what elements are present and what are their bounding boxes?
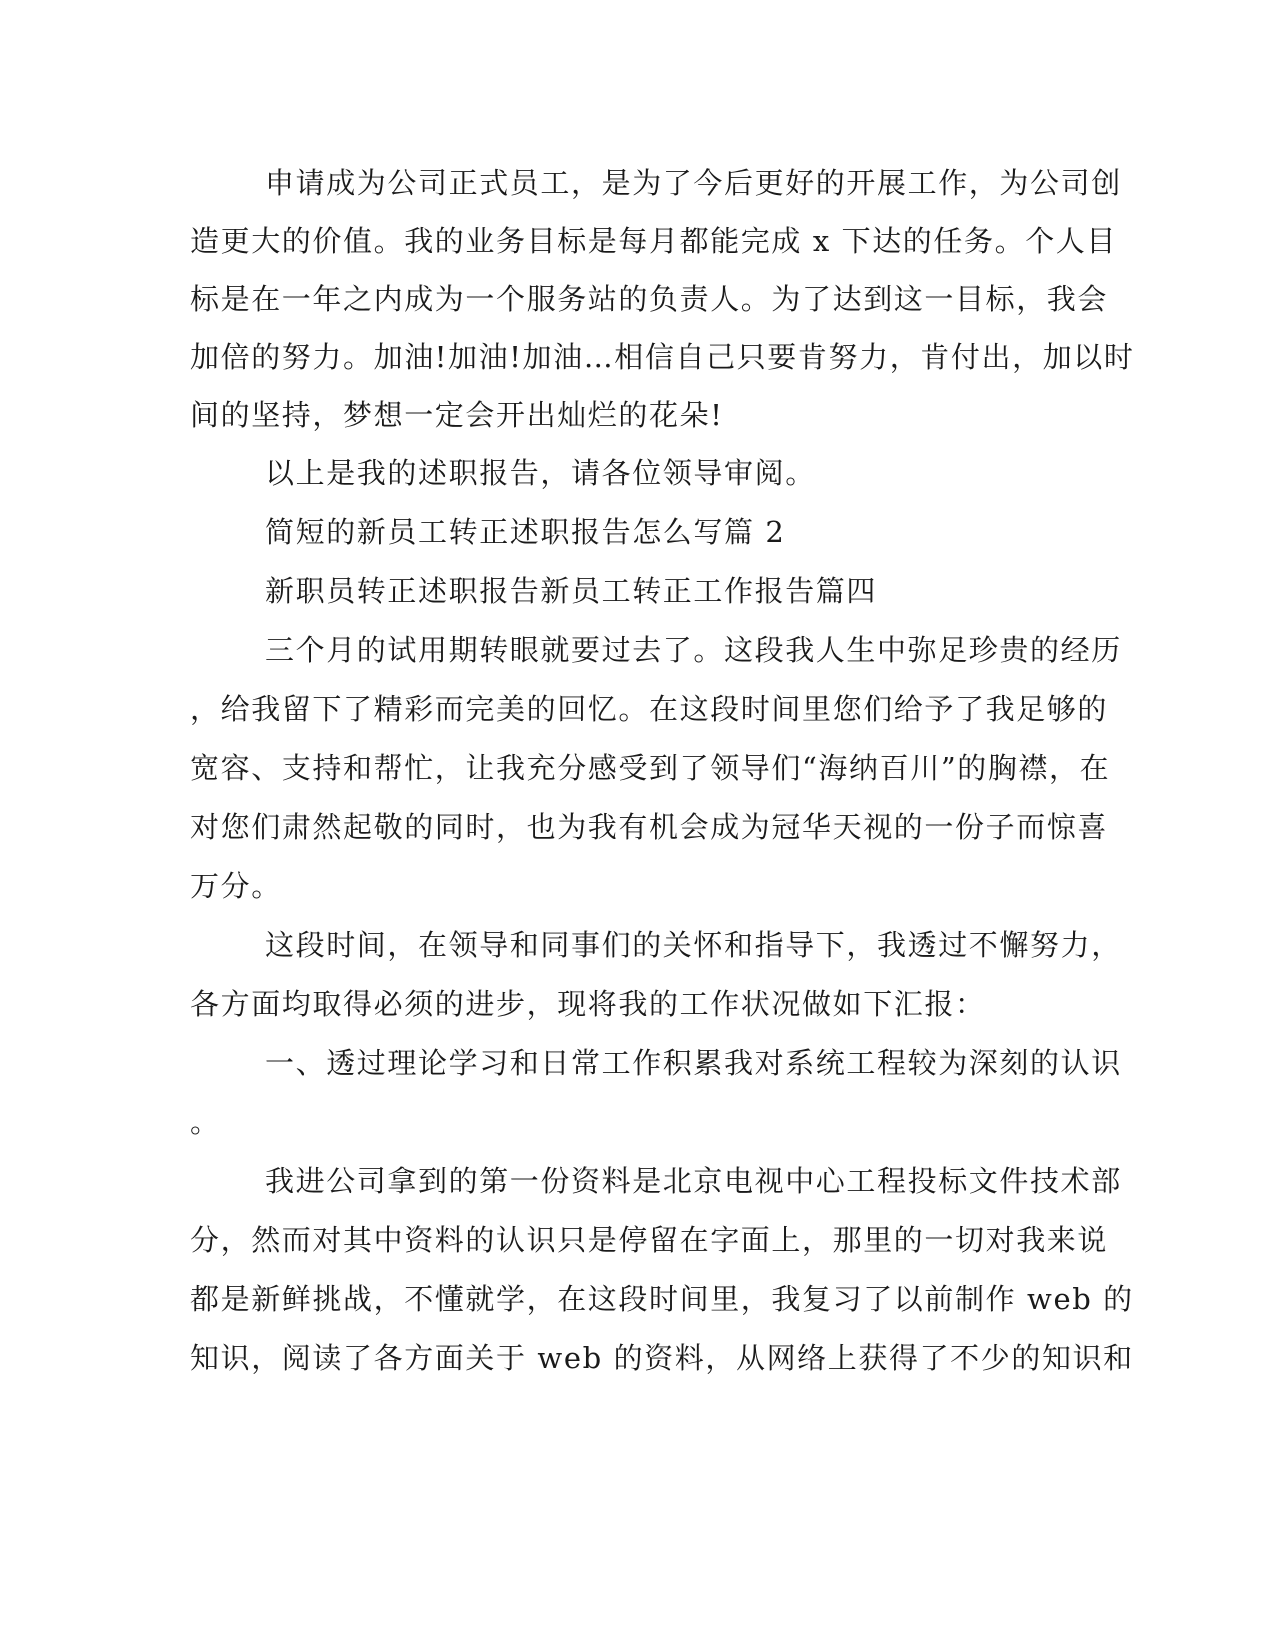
paragraph-line: 对您们肃然起敬的同时，也为我有机会成为冠华天视的一份子而惊喜 — [190, 810, 1109, 844]
paragraph-line: 都是新鲜挑战，不懂就学，在这段时间里，我复习了以前制作 web 的 — [190, 1282, 1134, 1316]
paragraph-line: 三个月的试用期转眼就要过去了。这段我人生中弥足珍贵的经历 — [265, 633, 1122, 667]
paragraph-line: 这段时间，在领导和同事们的关怀和指导下，我透过不懈努力， — [265, 928, 1122, 962]
paragraph-line: 宽容、支持和帮忙，让我充分感受到了领导们“海纳百川”的胸襟，在 — [190, 751, 1111, 785]
paragraph-line: 申请成为公司正式员工，是为了今后更好的开展工作，为公司创 — [265, 166, 1122, 200]
paragraph-line: 一、透过理论学习和日常工作积累我对系统工程较为深刻的认识 — [265, 1046, 1122, 1080]
paragraph-line: 间的坚持，梦想一定会开出灿烂的花朵! — [190, 398, 724, 432]
paragraph-line: 知识，阅读了各方面关于 web 的资料，从网络上获得了不少的知识和 — [190, 1341, 1134, 1375]
section-heading: 新职员转正述职报告新员工转正工作报告篇四 — [265, 574, 878, 608]
paragraph-line: 各方面均取得必须的进步，现将我的工作状况做如下汇报： — [190, 987, 986, 1021]
section-heading: 简短的新员工转正述职报告怎么写篇 2 — [265, 515, 786, 549]
paragraph-line: ，给我留下了精彩而完美的回忆。在这段时间里您们给予了我足够的 — [190, 692, 1109, 726]
paragraph-line: 以上是我的述职报告，请各位领导审阅。 — [265, 456, 816, 490]
paragraph-line: 万分。 — [190, 869, 282, 903]
paragraph-line: 我进公司拿到的第一份资料是北京电视中心工程投标文件技术部 — [265, 1164, 1122, 1198]
paragraph-line: 加倍的努力。加油!加油!加油…相信自己只要肯努力，肯付出，加以时 — [190, 340, 1135, 374]
paragraph-line: 造更大的价值。我的业务目标是每月都能完成 x 下达的任务。个人目 — [190, 224, 1117, 258]
paragraph-line: 分，然而对其中资料的认识只是停留在字面上，那里的一切对我来说 — [190, 1223, 1109, 1257]
paragraph-line: 标是在一年之内成为一个服务站的负责人。为了达到这一目标，我会 — [190, 282, 1109, 316]
paragraph-line: 。 — [190, 1105, 221, 1139]
